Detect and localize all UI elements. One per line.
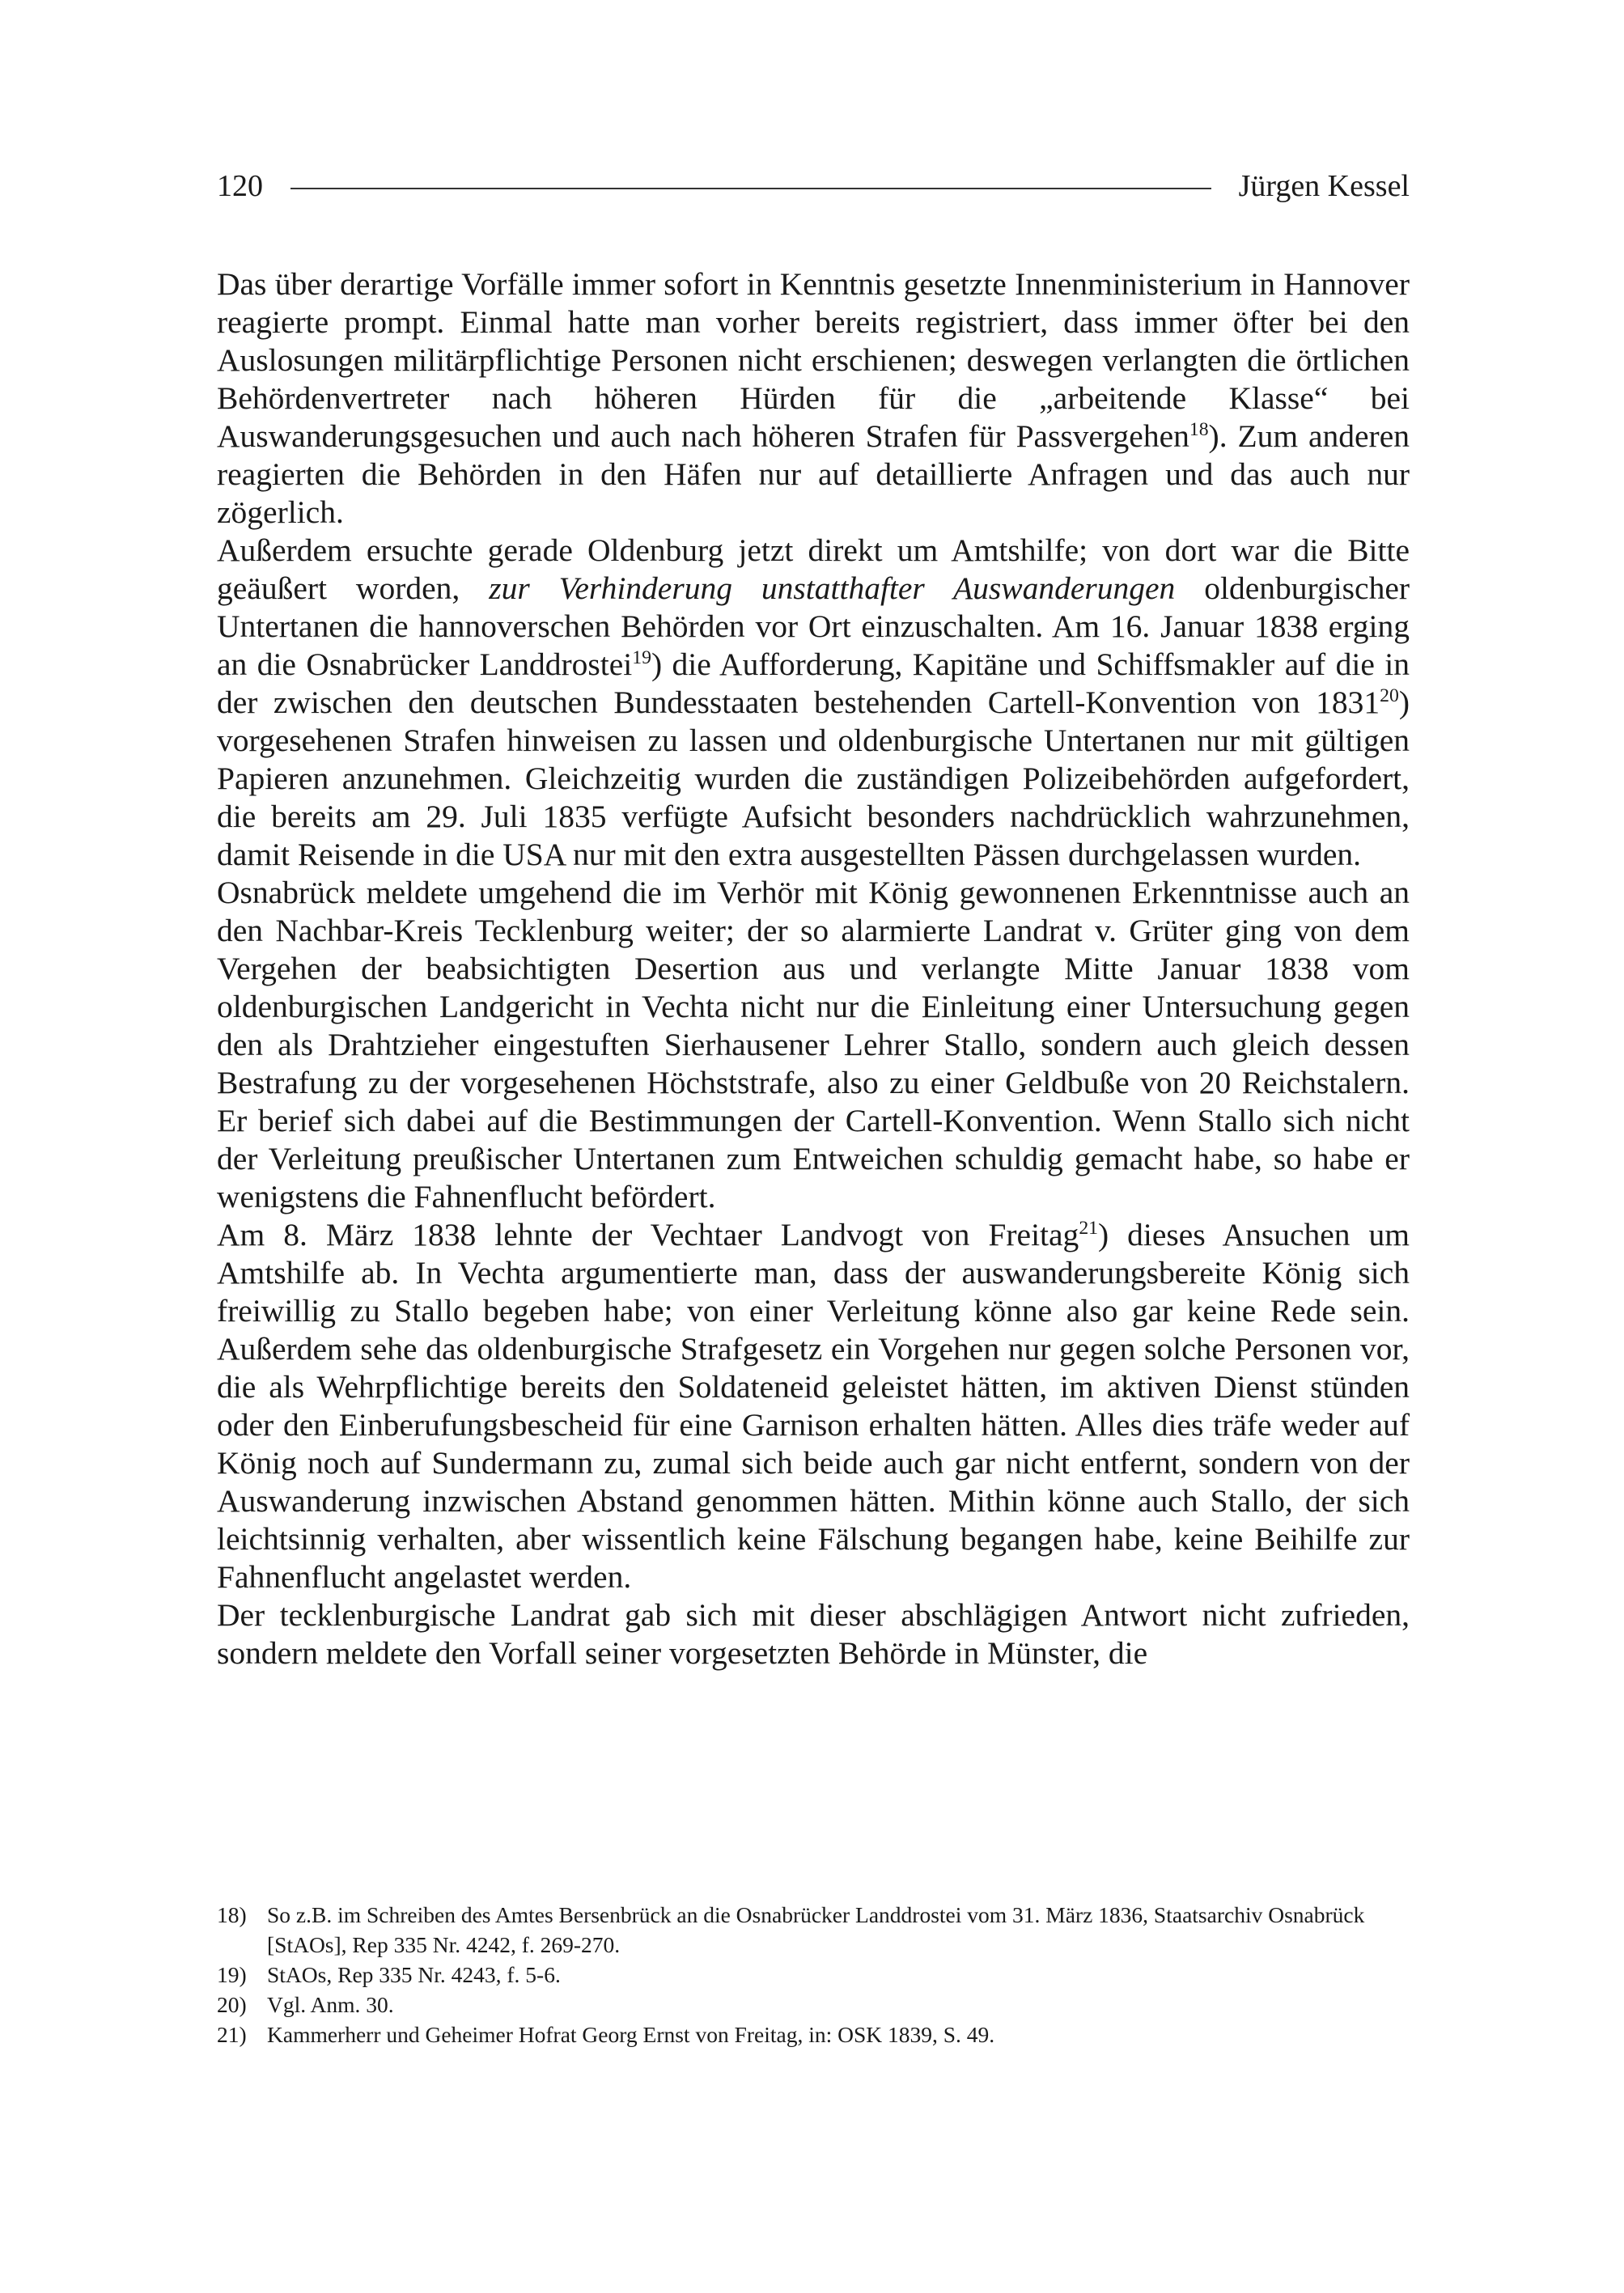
paragraph-text: ) dieses Ansuchen um Amtshilfe ab. In Vechta argumentierte man, dass der auswanderungsbereite König sich freiwillig zu Stallo begeben habe; von einer Verleitung könne also gar keine Rede sein. Außerdem sehe das oldenburgische Strafgesetz ein Vorgehen nur gegen solche Personen vor, die als Wehrpflichtige bereits den Soldateneid geleistet hätten, im aktiven Dienst stünden oder den Einberufungsbescheid für eine Garnison erhalten hätten. Alles dies träfe weder auf König noch auf Sundermann zu, zumal sich beide auch gar nicht entfernt, sondern von der Auswanderung inzwischen Abstand genommen hätten. Mithin könne auch Stallo, der sich leichtsinnig verhalten, aber wissentlich keine Fälschung begangen habe, keine Beihilfe zur Fahnenflucht angelastet werden. [217, 1217, 1410, 1595]
running-header [217, 162, 1410, 210]
footnote-number: 21) [217, 2022, 247, 2047]
paragraph-text: ) die Aufforderung, Kapitäne und Schiffsmakler auf die in der zwischen den deutschen Bundesstaaten bestehenden Cartell-Konvention von 1831 [217, 646, 1410, 720]
header-rule [290, 188, 1211, 189]
paragraph-text: ). Zum anderen reagierten die Behörden in den Häfen nur auf detaillierte Anfragen und das auch nur zögerlich. [217, 418, 1410, 530]
paragraph-text: Außerdem ersuchte gerade Oldenburg jetzt direkt um Amtshilfe; von dort war die Bitte geäußert worden, [217, 532, 1410, 606]
italic-quote: zur Verhinderung unstatthafter Auswanderungen [489, 570, 1176, 606]
running-author: Jürgen Kessel [1238, 169, 1410, 203]
footnote-18 [217, 1900, 1410, 1960]
footnote-21 [217, 2020, 1410, 2049]
paragraph-2 [217, 532, 1410, 874]
footnote-ref-20[interactable]: 20 [1380, 685, 1399, 706]
footnote-ref-18[interactable]: 18 [1189, 418, 1209, 440]
footnote-ref-21[interactable]: 21 [1079, 1217, 1098, 1239]
body-text [217, 265, 1410, 1672]
footnote-number: 20) [217, 1992, 247, 2017]
paragraph-text: ) vorgesehenen Strafen hinweisen zu lassen und oldenburgische Untertanen nur mit gültigen Papieren anzunehmen. Gleichzeitig wurden die zuständigen Polizeibehörden aufgefordert, die bereits am 29. Juli 1835 verfügte Aufsicht besonders nachdrücklich wahrzunehmen, damit Reisende in die USA nur mit den extra ausgestellten Pässen durchgelassen wurden. [217, 685, 1410, 872]
paragraph-1 [217, 265, 1410, 532]
footnotes [217, 1900, 1410, 2049]
paragraph-3: Osnabrück meldete umgehend die im Verhör mit König gewonnenen Erkenntnisse auch an den Nachbar-Kreis Tecklenburg weiter; der so alarmierte Landrat v. Grüter ging von dem Vergehen der beabsichtigten Desertion aus und verlangte Mitte Januar 1838 vom oldenburgischen Landgericht in Vechta nicht nur die Einleitung einer Untersuchung gegen den als Drahtzieher eingestuften Sierhausener Lehrer Stallo, sondern auch gleich dessen Bestrafung zu der vorgesehenen Höchststrafe, also zu einer Geldbuße von 20 Reichstalern. Er berief sich dabei auf die Bestimmungen der Cartell-Konvention. Wenn Stallo sich nicht der Verleitung preußischer Untertanen zum Entweichen schuldig gemacht habe, so habe er wenigstens die Fahnenflucht befördert. [217, 875, 1410, 1214]
paragraph-4 [217, 1216, 1410, 1596]
footnote-ref-19[interactable]: 19 [632, 646, 651, 668]
footnote-20 [217, 1990, 1410, 2020]
footnote-text: Kammerherr und Geheimer Hofrat Georg Ernst von Freitag, in: OSK 1839, S. 49. [267, 2022, 995, 2047]
footnote-text: Vgl. Anm. 30. [267, 1992, 394, 2017]
paragraph-text: Am 8. März 1838 lehnte der Vechtaer Landvogt von Freitag [217, 1217, 1079, 1252]
footnote-number: 18) [217, 1902, 247, 1927]
footnote-text: StAOs, Rep 335 Nr. 4243, f. 5-6. [267, 1962, 561, 1987]
page-number: 120 [217, 169, 263, 203]
footnote-number: 19) [217, 1962, 247, 1987]
paragraph-text: Das über derartige Vorfälle immer sofort in Kenntnis gesetzte Innenministerium in Hannover reagierte prompt. Einmal hatte man vorher bereits registriert, dass immer öfter bei den Auslosungen militärpflichtige Personen nicht erschienen; deswegen verlangten die örtlichen Behördenvertreter nach höheren Hürden für die „arbeitende Klasse“ bei Auswanderungsgesuchen und auch nach höheren Strafen für Passvergehen [217, 266, 1410, 454]
footnote-text: So z.B. im Schreiben des Amtes Bersenbrück an die Osnabrücker Landdrostei vom 31. März 1836, Staatsarchiv Osnabrück [StAOs], Rep 335 Nr. 4242, f. 269-270. [267, 1902, 1365, 1957]
paragraph-text: oldenburgischer Untertanen die hannoverschen Behörden vor Ort einzuschalten. Am 16. Januar 1838 erging an die Osnabrücker Landdrostei [217, 570, 1410, 682]
footnote-19 [217, 1960, 1410, 1990]
paragraph-5: Der tecklenburgische Landrat gab sich mit dieser abschlägigen Antwort nicht zufrieden, sondern meldete den Vorfall seiner vorgesetzten Behörde in Münster, die [217, 1597, 1410, 1671]
